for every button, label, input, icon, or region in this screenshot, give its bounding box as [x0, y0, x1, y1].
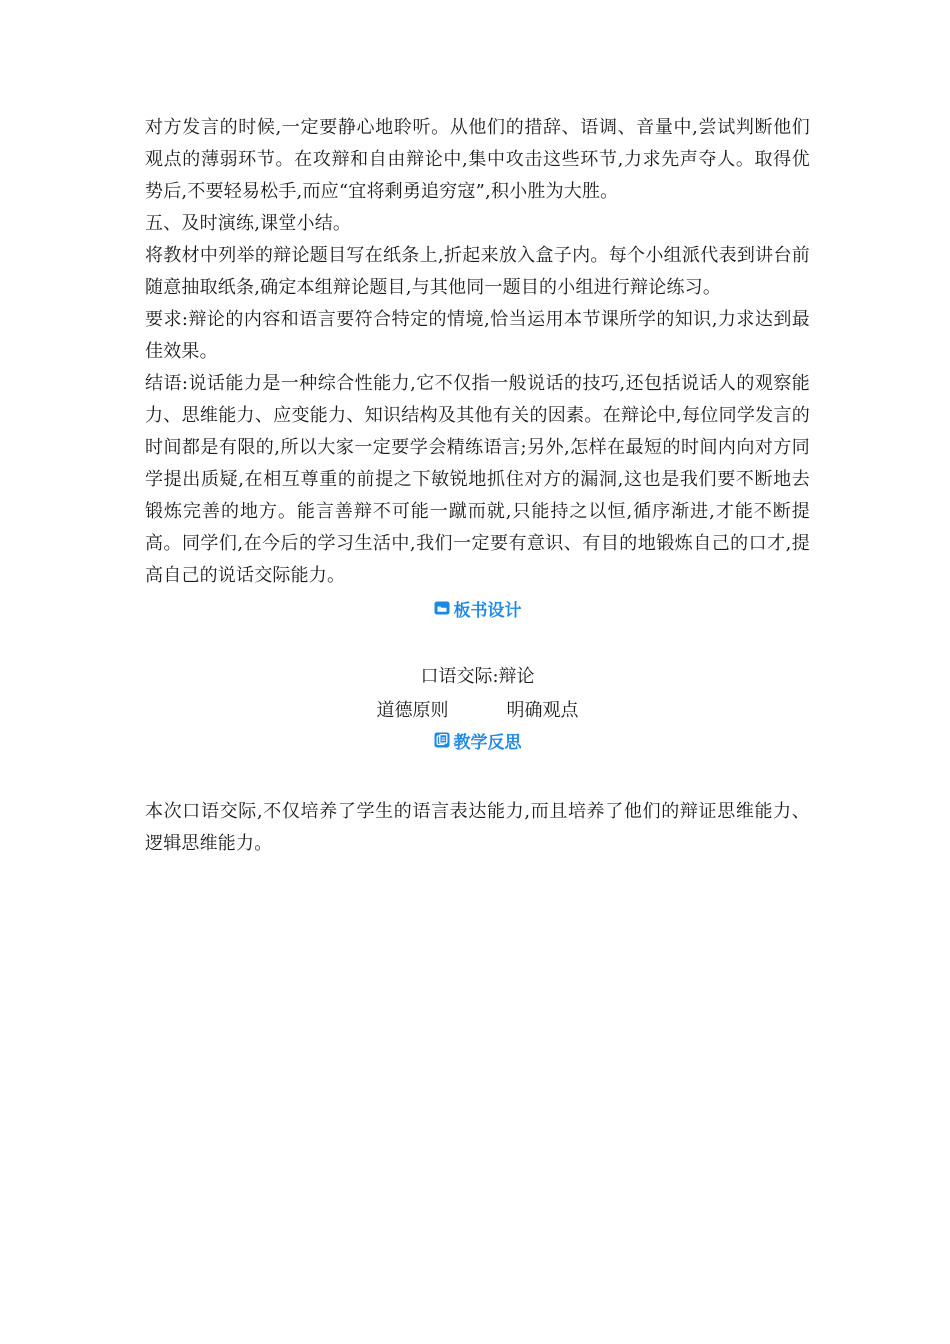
board-right-item: 明确观点: [506, 700, 579, 721]
board-title: 口语交际:辩论: [420, 666, 535, 687]
board-left-item: 道德原则: [376, 700, 449, 721]
paragraph-reflection: 本次口语交际,不仅培养了学生的语言表达能力,而且培养了他们的辩证思维能力、逻辑思维能力。: [145, 801, 810, 854]
reflection-icon: [434, 732, 450, 748]
reflection-heading-text: 教学反思: [453, 732, 522, 753]
document-content: [145, 112, 810, 860]
board-row: [145, 694, 810, 728]
paragraph-conclusion: 结语:说话能力是一种综合性能力,它不仅指一般说话的技巧,还包括说话人的观察能力、思维能力、应变能力、知识结构及其他有关的因素。在辩论中,每位同学发言的时间都是有限的,所以大家一定要学会精练语言;另外,怎样在最短的时间内向对方同学提出质疑,在相互尊重的前提之下敏锐地抓住对方的漏洞,这也是我们要不断地去锻炼完善的地方。能言善辩不可能一蹴而就,只能持之以恒,循序渐进,才能不断提高。同学们,在今后的学习生活中,我们一定要有意识、有目的地锻炼自己的口才,提高自己的说话交际能力。: [145, 373, 810, 586]
reflection-heading: [145, 724, 810, 756]
paragraph-listening-tips: 对方发言的时候,一定要静心地聆听。从他们的措辞、语调、音量中,尝试判断他们观点的薄弱环节。在攻辩和自由辩论中,集中攻击这些环节,力求先声夺人。取得优势后,不要轻易松手,而应“宜将剩勇追穷寇”,积小胜为大胜。: [145, 117, 810, 202]
board-design: [145, 660, 810, 728]
paragraph-section-five-title: 五、及时演练,课堂小结。: [145, 213, 352, 234]
board-design-heading-text: 板书设计: [453, 600, 522, 621]
folder-icon: [434, 600, 450, 616]
paragraph-requirements: 要求:辩论的内容和语言要符合特定的情境,恰当运用本节课所学的知识,力求达到最佳效果。: [145, 309, 810, 362]
paragraph-practice-instructions: 将教材中列举的辩论题目写在纸条上,折起来放入盒子内。每个小组派代表到讲台前随意抽取纸条,确定本组辩论题目,与其他同一题目的小组进行辩论练习。: [145, 245, 810, 298]
board-design-heading: [145, 592, 810, 624]
